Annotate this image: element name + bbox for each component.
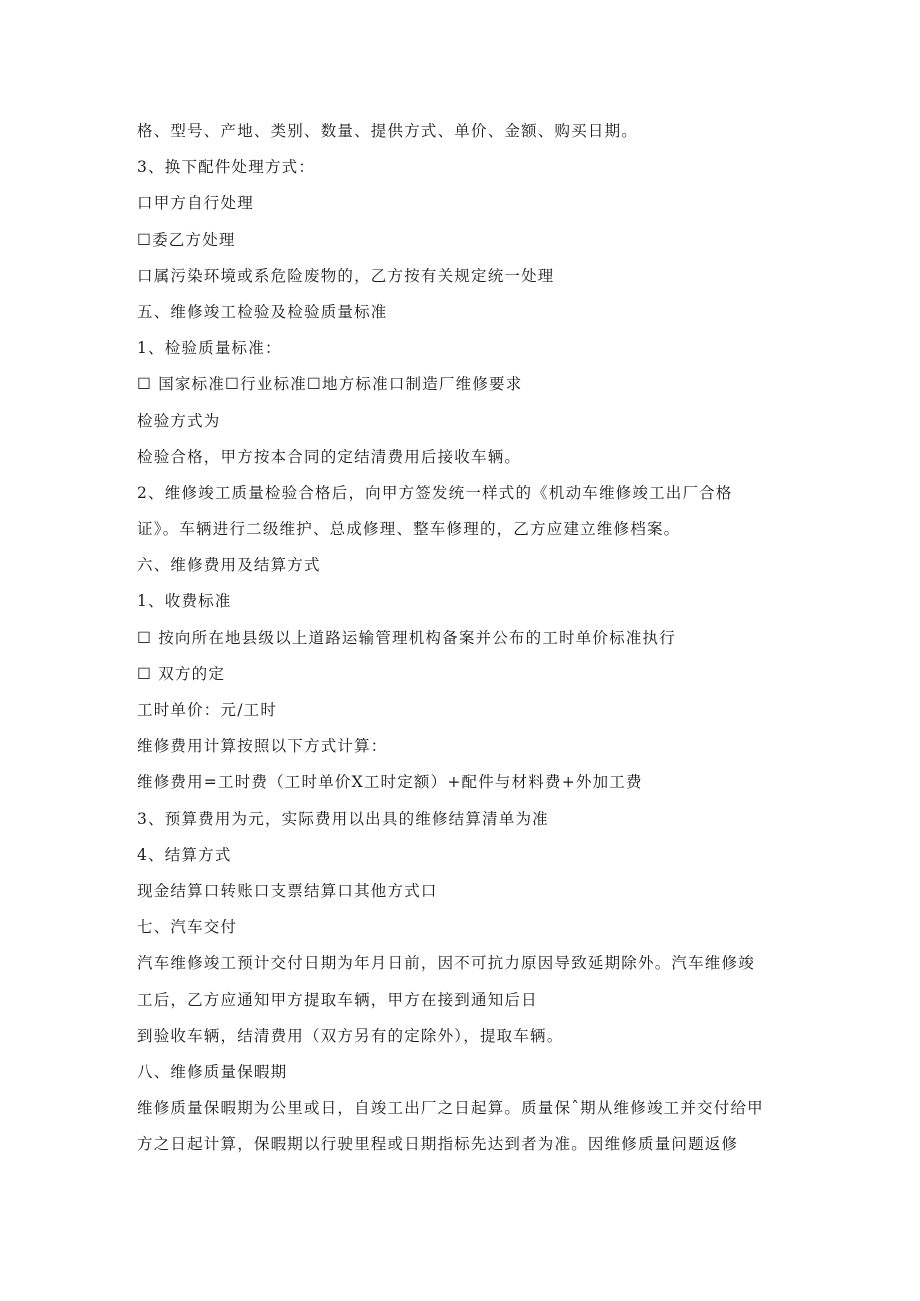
section-heading: 五、维修竣工检验及检验质量标准 [137, 302, 388, 321]
text-line: 3、预算费用为元，实际费用以出具的维修结算清单为准 [137, 809, 549, 828]
text-line: 现金结算口转账口支票结算口其他方式口 [137, 881, 438, 900]
text-line: 1、检验质量标准： [137, 339, 282, 358]
text-line: 维修费用=工时费（工时单价X工时定额）+配件与材料费+外加工费 [137, 773, 643, 792]
text-line: 工时单价：元/工时 [137, 701, 278, 719]
text-line: 4、结算方式 [137, 845, 232, 864]
text-line: 2、维修竣工质量检验合格后，向甲方签发统一样式的《机动车维修竣工出厂合格 [137, 483, 733, 502]
text-line: 口属污染环境或系危险废物的，乙方按有关规定统一处理 [137, 266, 555, 285]
text-line: ☐ 国家标准☐行业标准☐地方标准口制造厂维修要求 [137, 375, 523, 394]
text-line: 方之日起计算，保暇期以行驶里程或日期指标先达到者为准。因维修质量问题返修 [137, 1135, 739, 1154]
text-line: 口甲方自行处理 [137, 194, 254, 213]
document-body [137, 113, 787, 1162]
section-heading: 六、维修费用及结算方式 [137, 556, 321, 575]
text-line: 证》。车辆进行二级维护、总成修理、整车修理的，乙方应建立维修档案。 [137, 520, 681, 539]
text-line: 1、收费标准 [137, 592, 232, 611]
text-line: 检验合格，甲方按本合同的定结清费用后接收车辆。 [137, 447, 522, 466]
text-line: 检验方式为 [137, 411, 221, 430]
section-heading: 七、汽车交付 [137, 918, 238, 937]
text-line: 格、型号、产地、类别、数量、提供方式、单价、金额、购买日期。 [137, 122, 639, 140]
text-line: 工后，乙方应通知甲方提取车辆，甲方在接到通知后日 [137, 990, 538, 1009]
text-line: 到验收车辆，结清费用（双方另有的定除外），提取车辆。 [137, 1026, 564, 1045]
text-line: ☐委乙方处理 [137, 230, 236, 249]
text-line: 3、换下配件处理方式： [137, 158, 316, 177]
text-line: 维修费用计算按照以下方式计算： [137, 737, 388, 756]
text-line: 汽车维修竣工预计交付日期为年月日前，因不可抗力原因导致延期除外。汽车维修竣 [137, 954, 755, 973]
text-line: ☐ 按向所在地县级以上道路运输管理机构备案并公布的工时单价标准执行 [137, 628, 676, 647]
text-line: ☐ 双方的定 [137, 664, 226, 683]
text-line: 维修质量保暇期为公里或日，自竣工出厂之日起算。质量保ˆ期从维修竣工并交付给甲 [137, 1099, 764, 1118]
section-heading: 八、维修质量保暇期 [137, 1062, 288, 1081]
